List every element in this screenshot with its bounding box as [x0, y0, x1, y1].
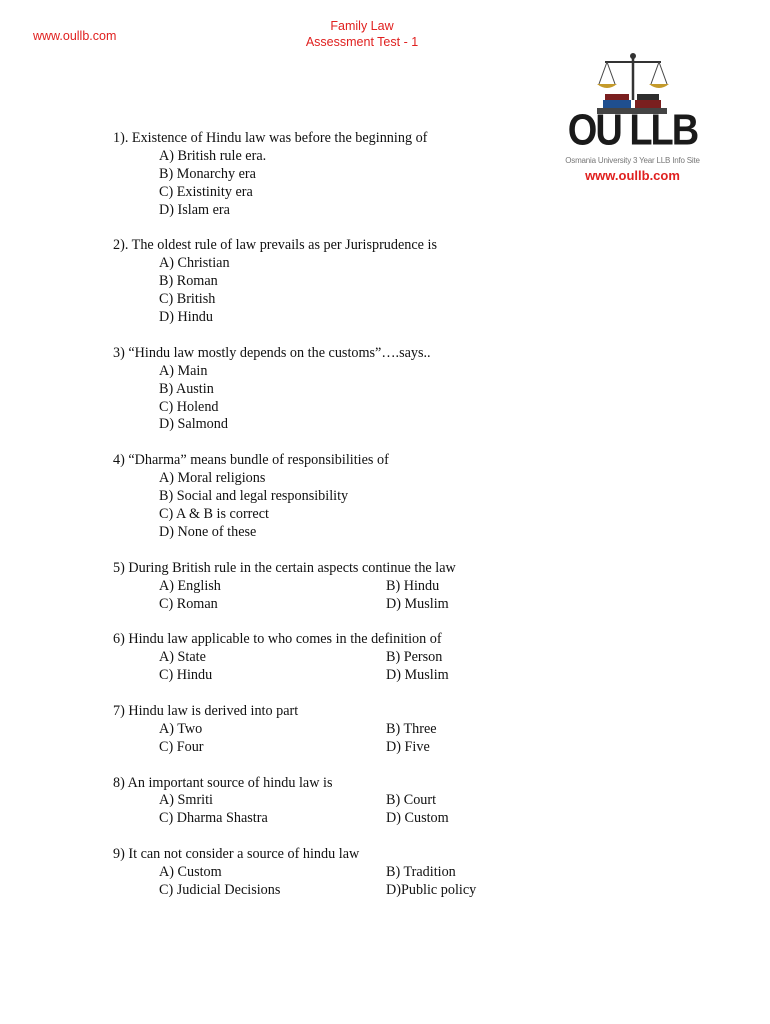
option-a: A) Two — [159, 720, 203, 737]
logo-text: OU LLB — [567, 106, 698, 156]
option-d: D) Hindu — [159, 309, 213, 326]
question-5 — [113, 560, 673, 614]
option-d: D) Custom — [386, 810, 449, 827]
title-line-2: Assessment Test - 1 — [305, 35, 419, 49]
option-a: A) State — [159, 649, 206, 666]
option-c: C) Dharma Shastra — [159, 810, 268, 827]
option-c: C) Hindu — [159, 667, 213, 684]
question-3 — [113, 345, 673, 435]
question-7 — [113, 703, 673, 757]
option-row — [113, 578, 673, 596]
question-text: 9) It can not consider a source of hindu law — [113, 846, 360, 863]
question-text: 8) An important source of hindu law is — [113, 774, 333, 791]
question-text: 7) Hindu law is derived into part — [113, 702, 299, 719]
title-line-1: Family Law — [330, 19, 394, 33]
logo-url: www.oullb.com — [585, 168, 680, 183]
question-text: 5) During British rule in the certain aspects continue the law — [113, 559, 456, 576]
option-c: C) Holend — [159, 398, 219, 415]
option-d: D) None of these — [159, 523, 257, 540]
option-b: B) Tradition — [386, 864, 456, 881]
option-b: B) Monarchy era — [159, 165, 256, 182]
question-text: 2). The oldest rule of law prevails as per Jurisprudence is — [113, 237, 437, 254]
option-a: A) British rule era. — [159, 147, 267, 164]
option-a: A) Custom — [159, 864, 222, 881]
option-c: C) Judicial Decisions — [159, 881, 281, 898]
question-text: 3) “Hindu law mostly depends on the customs”….says.. — [113, 344, 431, 361]
option-d: D) Muslim — [386, 667, 449, 684]
question-4 — [113, 452, 673, 542]
option-b: B) Hindu — [386, 577, 440, 594]
site-link[interactable]: www.oullb.com — [33, 29, 117, 43]
option-row — [113, 810, 673, 828]
question-2 — [113, 237, 673, 327]
option-a: A) Main — [159, 362, 208, 379]
question-text: 1). Existence of Hindu law was before the beginning of — [113, 130, 428, 146]
option-d: D) Salmond — [159, 416, 228, 433]
option-row — [113, 792, 673, 810]
option-c: C) British — [159, 291, 216, 308]
option-b: B) Roman — [159, 273, 218, 290]
option-b: B) Three — [386, 720, 437, 737]
option-row — [113, 739, 673, 757]
option-c: C) Four — [159, 738, 204, 755]
question-1 — [113, 130, 673, 220]
option-row — [113, 649, 673, 667]
option-d: D)Public policy — [386, 881, 477, 898]
question-6 — [113, 631, 673, 685]
option-b: B) Social and legal responsibility — [159, 488, 349, 505]
question-9 — [113, 846, 673, 900]
page-title — [262, 18, 462, 50]
option-row — [113, 864, 673, 882]
option-a: A) Christian — [159, 255, 230, 272]
question-list — [113, 130, 673, 918]
option-row — [113, 882, 673, 900]
question-text: 4) “Dharma” means bundle of responsibilities of — [113, 452, 389, 469]
option-c: C) Roman — [159, 595, 218, 612]
question-text: 6) Hindu law applicable to who comes in the definition of — [113, 631, 442, 648]
option-row — [113, 596, 673, 614]
option-a: A) Moral religions — [159, 470, 266, 487]
question-8 — [113, 775, 673, 829]
option-a: A) Smriti — [159, 792, 213, 809]
option-b: B) Person — [386, 649, 443, 666]
option-b: B) Austin — [159, 380, 214, 397]
option-row — [113, 667, 673, 685]
option-c: C) A & B is correct — [159, 505, 269, 522]
option-row — [113, 721, 673, 739]
option-c: C) Existinity era — [159, 183, 253, 200]
option-b: B) Court — [386, 792, 437, 809]
option-d: D) Five — [386, 738, 430, 755]
logo-subtitle: Osmania University 3 Year LLB Info Site — [565, 156, 700, 165]
option-d: D) Islam era — [159, 201, 230, 218]
option-a: A) English — [159, 577, 221, 594]
option-d: D) Muslim — [386, 595, 449, 612]
